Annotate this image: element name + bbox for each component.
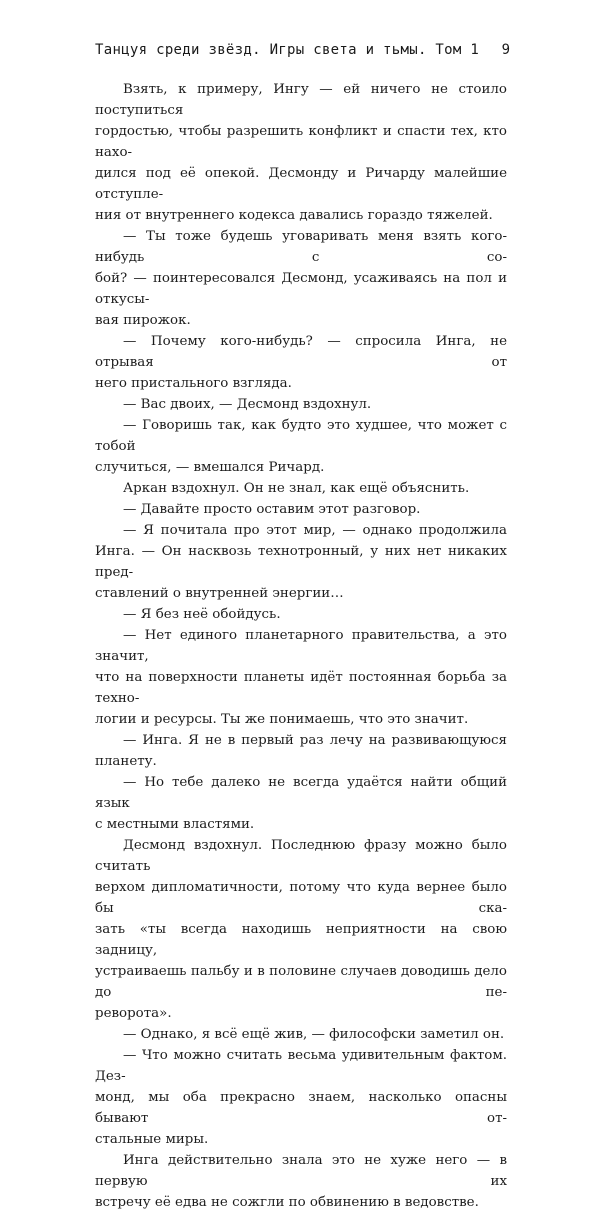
body-text <box>95 79 507 1213</box>
text-line: стальные миры. <box>95 1132 209 1147</box>
text-line: дился под её опекой. Десмонду и Ричарду малейшие отступле- <box>95 166 507 202</box>
text-line: — Однако, я всё ещё жив, — философски заметил он. <box>123 1027 505 1042</box>
running-title: Танцуя среди звёзд. Игры света и тьмы. Том 1 <box>95 42 480 58</box>
text-line: случиться, — вмешался Ричард. <box>95 460 325 475</box>
text-line: что на поверхности планеты идёт постоянная борьба за техно- <box>95 670 507 706</box>
text-line: ния от внутреннего кодекса давались гораздо тяжелей. <box>95 208 493 223</box>
text-line: Десмонд вздохнул. Последнюю фразу можно было считать <box>95 838 507 874</box>
text-line: — Что можно считать весьма удивительным фактом. Дез- <box>95 1048 507 1084</box>
text-line: Взять, к примеру, Ингу — ей ничего не стоило поступиться <box>95 82 507 118</box>
text-line: — Нет единого планетарного правительства, а это значит, <box>95 628 507 664</box>
text-line: устраиваешь пальбу и в половине случаев доводишь дело до пе- <box>95 964 507 1000</box>
text-line: — Ты тоже будешь уговаривать меня взять кого-нибудь с со- <box>95 229 507 265</box>
text-line: — Но тебе далеко не всегда удаётся найти общий язык <box>95 775 507 811</box>
text-line: — Говоришь так, как будто это худшее, что может с тобой <box>95 418 507 454</box>
text-line: Инга. — Он насквозь технотронный, у них нет никаких пред- <box>95 544 507 580</box>
text-line: — Вас двоих, — Десмонд вздохнул. <box>123 397 372 412</box>
text-line: — Почему кого-нибудь? — спросила Инга, не отрывая от <box>95 334 507 370</box>
text-line: — Инга. Я не в первый раз лечу на развивающуюся планету. <box>95 733 507 769</box>
text-line: верхом дипломатичности, потому что куда вернее было бы ска- <box>95 880 507 916</box>
text-line: — Давайте просто оставим этот разговор. <box>123 502 421 517</box>
text-line: Инга действительно знала это не хуже него — в первую их <box>95 1153 507 1189</box>
text-line: вая пирожок. <box>95 313 191 328</box>
text-line: с местными властями. <box>95 817 255 832</box>
text-line: — Я без неё обойдусь. <box>123 607 281 622</box>
page-number: 9 <box>501 42 510 58</box>
text-line: гордостью, чтобы разрешить конфликт и спасти тех, кто нахо- <box>95 124 507 160</box>
text-line: ставлений о внутренней энергии… <box>95 586 344 601</box>
text-line: зать «ты всегда находишь неприятности на свою задницу, <box>95 922 507 958</box>
text-line: реворота». <box>95 1006 172 1021</box>
text-line: — Я почитала про этот мир, — однако продолжила <box>123 523 507 538</box>
text-line: Аркан вздохнул. Он не знал, как ещё объяснить. <box>123 481 470 496</box>
text-line: встречу её едва не сожгли по обвинению в ведовстве. <box>95 1195 479 1210</box>
text-line: логии и ресурсы. Ты же понимаешь, что это значит. <box>95 712 469 727</box>
text-line: монд, мы оба прекрасно знаем, насколько опасны бывают от- <box>95 1090 507 1126</box>
text-line: него пристального взгляда. <box>95 376 292 391</box>
text-line: бой? — поинтересовался Десмонд, усаживаясь на пол и откусы- <box>95 271 507 307</box>
